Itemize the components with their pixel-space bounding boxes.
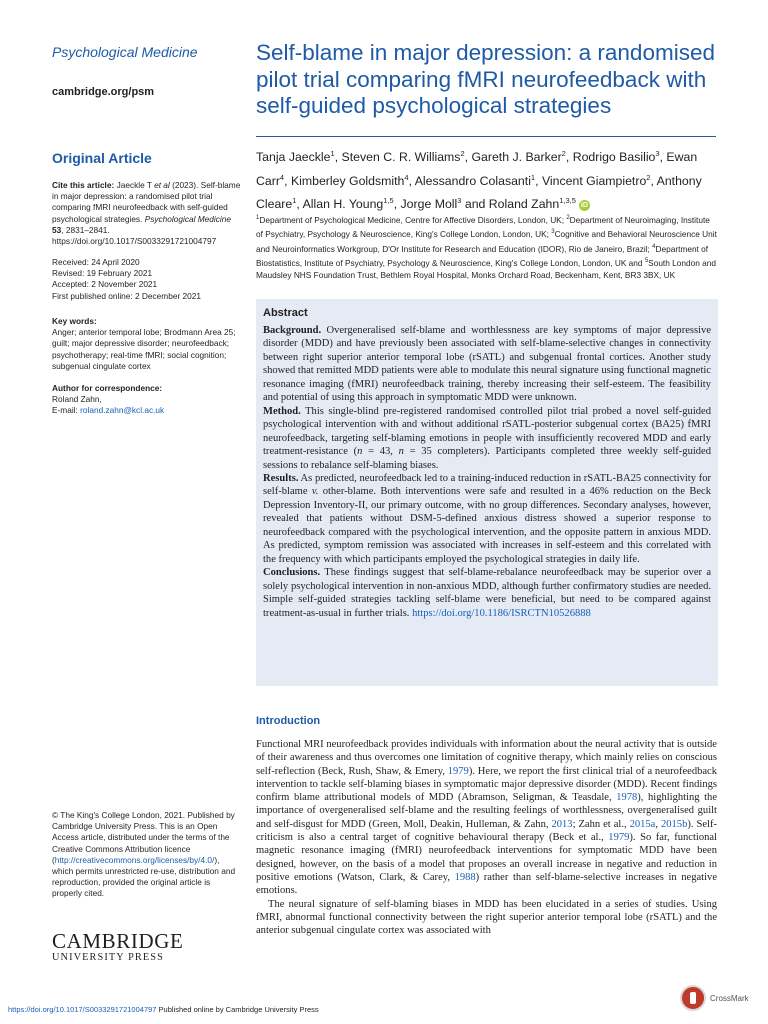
citation-volume: 53 — [52, 224, 62, 235]
method-text: = 43, — [362, 446, 399, 458]
journal-name[interactable]: Psychological Medicine — [52, 44, 198, 60]
author-affiliation-sup: 1 — [530, 172, 536, 182]
abstract-body — [263, 324, 711, 620]
footer-text: Published online by Cambridge University Press — [156, 1005, 319, 1014]
author-separator: , — [334, 150, 342, 165]
author-name: Vincent Giampietro — [541, 173, 647, 188]
cambridge-logo — [52, 930, 242, 963]
author-separator: , — [393, 197, 401, 212]
date-accepted: Accepted: 2 November 2021 — [52, 279, 158, 290]
author-affiliation-sup: 2 — [646, 172, 651, 182]
affiliation-number: 1 — [256, 215, 260, 221]
author-name: Kimberley Goldsmith — [290, 173, 405, 188]
results-versus: v. — [311, 486, 319, 498]
author-name: Ewan Carr — [256, 150, 698, 188]
author-separator: , — [284, 173, 291, 188]
author-separator: , — [659, 150, 667, 165]
author-affiliation-sup: 3 — [457, 196, 462, 206]
results-text: other-blame. Both interventions were safe and resulted in a 46% reduction on the Beck Depression Inventory-II, our primary outcome, with no group differences. Secondary analyses, however, revealed that patients without DSM-5-defined anxious distress showed a superior response to neurofeedback compared with the psychological intervention, and the opposite pattern in anxious MDD. As predicted, symptom remission was associated with increases in self-esteem and this correlated with the frequency with which participants employed the psychological strategies in daily life. — [263, 486, 711, 565]
citation-label: Cite this article: — [52, 180, 115, 190]
author-name: Tanja Jaeckle — [256, 150, 331, 165]
date-received: Received: 24 April 2020 — [52, 257, 140, 267]
ref-link[interactable]: 1988 — [454, 871, 476, 883]
author-separator: , — [296, 197, 303, 212]
ref-link[interactable]: 2013 — [551, 818, 573, 830]
method-n: n — [357, 446, 363, 458]
crossmark-label: CrossMark — [710, 993, 749, 1003]
author-separator: , — [650, 173, 657, 188]
results-text: As predicted, neurofeedback led to a training-induced reduction in rSATL-BA25 connectivity for self-blame — [263, 472, 711, 498]
affiliation-text: Department of Biostatistics, Institute of Psychiatry, Psychology & Neuroscience, King's College London, London, UK and — [256, 243, 709, 268]
affiliation-number: 4 — [652, 243, 656, 250]
ref-link[interactable]: 2015b — [660, 818, 688, 830]
logo-line1: CAMBRIDGE — [52, 929, 184, 953]
author-affiliation-sup: 3 — [655, 149, 660, 158]
citation-text: Jaeckle T — [116, 180, 155, 190]
intro-text: ). So far, functional magnetic resonance imaging (fMRI) neurofeedback interventions for symptomatic MDD have been designed, however, on the basis of a model that proposes an overall increase in negative and reduction in positive emotions (Watson, Clark, & Carey, — [256, 832, 717, 883]
author-affiliation-sup: 4 — [279, 172, 285, 182]
trial-registration-link[interactable]: https://doi.org/10.1186/ISRCTN10526888 — [412, 607, 591, 619]
license-text: © The King's College London, 2021. Published by Cambridge University Press. This is an Open Access article, distributed under the terms of the Creative Commons Attribution licence ( — [52, 810, 235, 865]
author-separator: , — [408, 173, 415, 188]
author-separator: , — [535, 173, 542, 188]
affiliation-text: Department of Psychological Medicine, Centre for Affective Disorders, London, UK; — [259, 214, 567, 225]
author-affiliation-sup: 1 — [330, 149, 335, 158]
method-n: n — [398, 446, 404, 458]
affiliation-number: 3 — [551, 229, 555, 236]
title-divider — [256, 136, 716, 137]
author-affiliation-sup: 2 — [561, 149, 566, 158]
author-separator: , — [565, 150, 573, 165]
method-text: = 35 completers). Participants completed three weekly self-guided sessions to rebalance self-blaming biases. — [263, 446, 711, 471]
conclusions-label: Conclusions. — [263, 567, 321, 579]
keywords-text: Anger; anterior temporal lobe; Brodmann Area 25; guilt; major depressive disorder; neurofeedback; psychotherapy; real-time fMRI; social cognition; subgenual cingulate cortex — [52, 327, 236, 371]
introduction-body — [256, 738, 717, 937]
intro-paragraph-1 — [256, 738, 717, 898]
intro-text: ), highlighting the importance of overgeneralised self-blame and the resulting feelings of worthlessness, overgeneralised guilt and self-disgust for MDD (Green, Moll, Deakin, Hulleman, & Zahn, — [256, 792, 718, 830]
author-affiliation-sup: 1,5 — [383, 196, 394, 206]
correspondence-label: Author for correspondence: — [52, 383, 163, 393]
citation-journal: Psychological Medicine — [144, 213, 231, 224]
author-separator: , — [464, 150, 472, 165]
journal-site[interactable]: cambridge.org/psm — [52, 86, 155, 98]
crossmark-icon[interactable] — [680, 985, 706, 1011]
intro-text: ). Self-criticism is also a central target of cognitive behavioural therapy (Beck et al., — [256, 818, 717, 844]
article-type: Original Article — [52, 150, 152, 166]
author-name: Gareth J. Barker — [471, 150, 562, 165]
license-link[interactable]: http://creativecommons.org/licenses/by/4.0/ — [54, 854, 215, 865]
crossmark-badge[interactable] — [680, 985, 749, 1011]
footer-doi-link[interactable]: https://doi.org/10.1017/S0033291721004797 — [8, 1005, 157, 1014]
author-affiliation-sup: 1 — [292, 196, 297, 206]
affiliation-text: Cognitive and Behavioral Neuroscience Unit and Neuroinformatics Workgroup, D'Or Institute for Research and Education (IDOR), Rio de Janeiro, Brazil; — [256, 229, 717, 254]
intro-text: , — [655, 818, 661, 830]
affiliation-text: Department of Neuroimaging, Institute of Psychiatry, Psychology & Neuroscience, King's College London, London, UK; — [256, 214, 710, 240]
author-name: Allan H. Young — [302, 197, 384, 212]
author-list — [256, 144, 716, 215]
citation-block — [52, 180, 242, 247]
citation-etal: et al — [154, 180, 170, 190]
ref-link[interactable]: 1979 — [447, 765, 469, 777]
author-name: Alessandro Colasanti — [414, 173, 531, 188]
ref-link[interactable]: 1979 — [608, 832, 630, 844]
author-affiliation-sup: 4 — [404, 172, 409, 182]
abstract-box — [256, 299, 718, 686]
correspondence-block — [52, 383, 242, 417]
date-published: First published online: 2 December 2021 — [52, 290, 201, 301]
author-name: Jorge Moll — [400, 197, 458, 212]
intro-text: ; Zahn et al., — [572, 818, 630, 830]
ref-link[interactable]: 1978 — [616, 792, 638, 804]
author-separator: and — [461, 197, 489, 212]
intro-paragraph-2: The neural signature of self-blaming biases in MDD has been elucidated in a series of studies. Using fMRI, abnormal functional connectivity between the right superior anterior temporal lobe (rSATL) and the anterior subgenual cingulate cortex was associated with — [256, 898, 717, 937]
intro-text: Functional MRI neurofeedback provides individuals with information about the neural activity that is outside of their awareness and thus overcomes one limitation of cognitive therapy, which mainly relies on conscious self-reflection (Beck, Rush, Shaw, & Emery, — [256, 739, 717, 777]
affiliation-text: South London and Maudsley NHS Foundation Trust, Bethlem Royal Hospital, Monks Orchard Road, Beckenham, Kent, BR3 3BX, UK — [256, 257, 716, 281]
background-text: Overgeneralised self-blame and worthlessness are key symptoms of major depressive disorder (MDD) and have previously been associated with self-blame-selective changes in connectivity between right superior anterior temporal lobe (rSATL) and subgenual frontal cortices. Another study showed that remitted MDD patients were able to modulate this neural signature using functional magnetic resonance imaging (fMRI) neurofeedback training, thereby increasing their self-esteem. The feasibility and potential of using this approach in symptomatic MDD were unknown. — [263, 325, 711, 404]
author-name: Anthony Cleare — [256, 173, 702, 212]
footer — [8, 1005, 319, 1014]
ref-link[interactable]: 2015a — [629, 818, 656, 830]
citation-text: , 2831–2841. https://doi.org/10.1017/S0033291721004797 — [52, 224, 217, 247]
article-dates — [52, 257, 242, 302]
date-revised: Revised: 19 February 2021 — [52, 268, 153, 279]
author-name: Roland Zahn — [488, 197, 560, 212]
keywords-block — [52, 316, 242, 372]
correspondence-name: Roland Zahn, — [52, 394, 102, 405]
license-text: ), which permits unrestricted re-use, distribution and reproduction, provided the original article is properly cited. — [52, 854, 236, 899]
intro-text: ). Here, we report the first clinical trial of a neurofeedback intervention to tackle self-blaming biases in symptomatic major depressive disorder (MDD). Recent findings confirm blame attributional models of MDD (Abramson, Seligman, & Teasdale, — [256, 765, 717, 804]
orcid-icon[interactable]: iD — [580, 201, 588, 209]
author-name: Rodrigo Basilio — [572, 150, 656, 165]
keywords-label: Key words: — [52, 316, 97, 326]
affiliation-number: 5 — [644, 258, 649, 265]
method-text: This single-blind pre-registered randomised controlled pilot trial probed a novel self-guided psychological intervention with and without additional rSATL-posterior subgenual cortex (BA25) fMRI neurofeedback, targeting self-blaming emotions in people with insufficiently recovered MDD and early treatment-resistance ( — [263, 405, 711, 458]
article-title: Self-blame in major depression: a randomised pilot trial comparing fMRI neurofeedback with self-guided psychological strategies — [256, 40, 715, 118]
results-label: Results. — [263, 472, 299, 484]
email-label: E-mail: — [52, 405, 81, 416]
logo-line2: UNIVERSITY PRESS — [52, 952, 164, 963]
author-affiliation-sup: 1,3,5 — [559, 196, 576, 206]
email-link[interactable]: roland.zahn@kcl.ac.uk — [80, 405, 165, 416]
author-name: Steven C. R. Williams — [341, 150, 461, 165]
author-affiliation-sup: 2 — [460, 149, 465, 158]
introduction-heading: Introduction — [256, 715, 321, 727]
affiliation-number: 2 — [566, 215, 570, 221]
affiliations — [256, 212, 718, 282]
conclusions-text: These findings suggest that self-blame-rebalance neurofeedback may be superior over a solely psychological intervention in non-anxious MDD, although further confirmatory studies are needed. Simple self-guided strategies tackling self-blame were beneficial, but need to be compared against treatment-as-usual in further trials. — [263, 567, 711, 619]
method-label: Method. — [263, 405, 301, 417]
intro-text: ) rather than self-blame-selective increases in negative emotions. — [256, 871, 717, 897]
license-block — [52, 810, 242, 900]
abstract-heading: Abstract — [263, 307, 308, 319]
background-label: Background. — [263, 325, 322, 336]
citation-text: (2023). Self-blame in major depression: a randomised pilot trial comparing fMRI neurofeedback with self-guided psychological strategies. — [52, 180, 241, 224]
